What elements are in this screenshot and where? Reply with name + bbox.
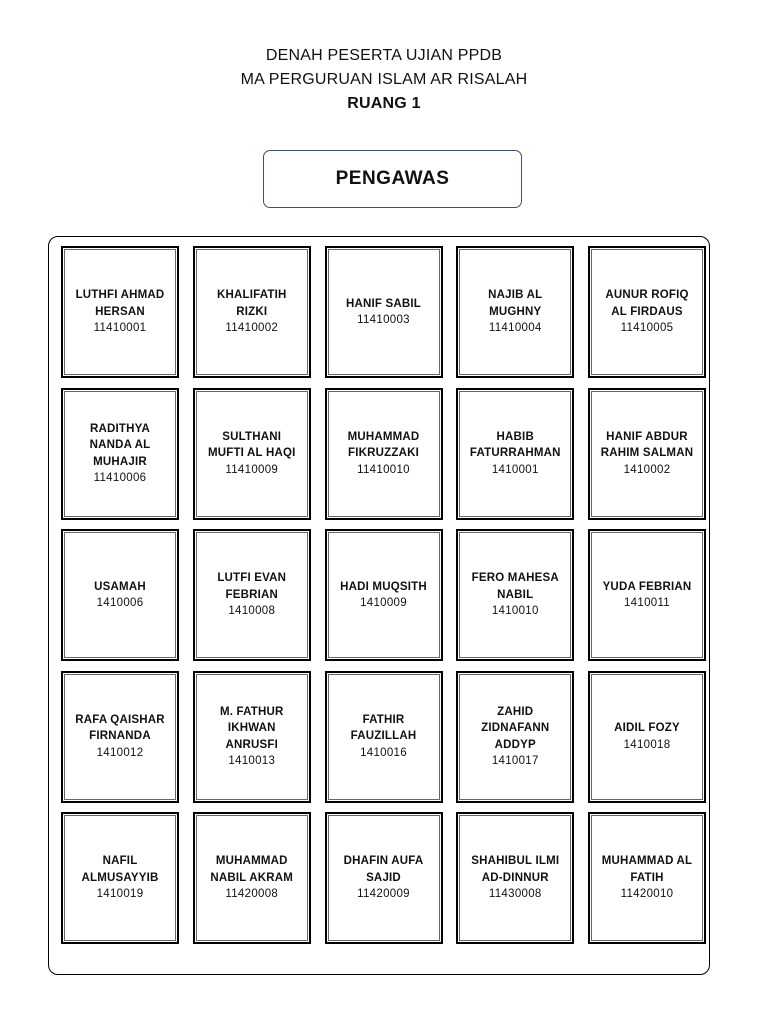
seat-name: HANIF SABIL (345, 297, 422, 310)
seat-card (61, 671, 179, 803)
seat-card (588, 246, 706, 378)
seat-card (588, 812, 706, 944)
seat-card (193, 529, 311, 661)
seat-id: 1410006 (96, 597, 144, 609)
seat-name: SULTHANI MUFTI AL HAQI (207, 430, 296, 460)
seat-name: M. FATHUR IKHWAN ANRUSFI (219, 705, 284, 751)
seat-id: 11420010 (620, 888, 674, 901)
seat-name: NAJIB AL MUGHNY (488, 289, 543, 318)
seat-name: NAFIL ALMUSAYYIB (81, 855, 159, 884)
seat-name: HANIF ABDUR RAHIM SALMAN (600, 430, 694, 460)
seat-id: 11410004 (488, 322, 542, 335)
seat-name: HABIB FATURRAHMAN (469, 430, 561, 460)
supervisor-box (263, 150, 522, 208)
seat-name: ZAHID ZIDNAFANN ADDYP (481, 705, 550, 751)
seat-card (61, 812, 179, 944)
seat-card (61, 388, 179, 520)
seat-card (61, 246, 179, 378)
seat-card (588, 529, 706, 661)
seat-id: 1410008 (228, 605, 276, 618)
seat-name: AIDIL FOZY (614, 722, 680, 734)
seat-name: DHAFIN AUFA SAJID (343, 855, 424, 884)
seat-card (456, 246, 574, 378)
seat-id: 1410018 (623, 738, 671, 751)
seat-card (193, 812, 311, 944)
room-title: RUANG 1 (347, 95, 421, 112)
seat-name: USAMAH (94, 580, 146, 593)
seat-id: 11410010 (357, 463, 410, 476)
seat-name: FATHIR FAUZILLAH (350, 713, 417, 743)
seat-id: 1410011 (623, 597, 671, 609)
seat-card (325, 529, 443, 661)
seat-card (325, 812, 443, 944)
seat-name: RAFA QAISHAR FIRNANDA (75, 713, 165, 743)
seat-id: 1410002 (623, 463, 671, 476)
seat-card (456, 812, 574, 944)
seat-id: 1410012 (96, 746, 144, 759)
seat-name: LUTHFI AHMAD HERSAN (75, 289, 165, 318)
seat-card (456, 529, 574, 661)
seat-name: SHAHIBUL ILMI AD-DINNUR (471, 855, 560, 884)
seat-name: LUTFI EVAN FEBRIAN (217, 572, 287, 601)
seat-id: 1410010 (491, 605, 539, 618)
seat-id: 11410001 (93, 322, 147, 335)
seat-id: 11430008 (488, 888, 542, 901)
seat-name: KHALIFATIH RIZKI (216, 289, 287, 318)
seat-id: 1410013 (228, 755, 276, 767)
seat-name: HADI MUQSITH (340, 580, 427, 593)
seat-id: 11410009 (225, 463, 279, 476)
document-header (0, 44, 768, 116)
supervisor-label: PENGAWAS (335, 168, 450, 189)
seat-id: 11410006 (93, 472, 147, 484)
seat-card (325, 246, 443, 378)
seat-card (588, 388, 706, 520)
seat-name: YUDA FEBRIAN (602, 580, 692, 593)
seat-card (588, 671, 706, 803)
seat-card (61, 529, 179, 661)
seat-id: 1410017 (491, 755, 539, 767)
seat-card (456, 671, 574, 803)
seat-id: 11410003 (357, 314, 410, 326)
seat-id: 11420008 (225, 888, 279, 901)
seat-name: MUHAMMAD FIKRUZZAKI (347, 430, 420, 460)
seat-card (193, 246, 311, 378)
seat-name: RADITHYA NANDA AL MUHAJIR (89, 422, 151, 468)
seat-name: MUHAMMAD AL FATIH (601, 855, 693, 884)
seat-card (325, 388, 443, 520)
seat-name: AUNUR ROFIQ AL FIRDAUS (605, 289, 689, 318)
header-line-1: DENAH PESERTA UJIAN PPDB (265, 47, 503, 64)
seat-id: 11410005 (620, 322, 674, 335)
seat-name: MUHAMMAD NABIL AKRAM (210, 855, 294, 884)
seat-id: 1410016 (360, 746, 407, 759)
seat-id: 1410019 (96, 888, 144, 901)
seat-card (456, 388, 574, 520)
header-line-2: MA PERGURUAN ISLAM AR RISALAH (240, 71, 528, 88)
seat-id: 11420009 (357, 888, 410, 901)
seat-id: 1410001 (491, 463, 539, 476)
seat-id: 11410002 (225, 322, 279, 335)
seat-id: 1410009 (360, 597, 407, 609)
seat-card (193, 671, 311, 803)
seat-grid (61, 246, 706, 944)
seat-card (325, 671, 443, 803)
seat-name: FERO MAHESA NABIL (471, 572, 559, 601)
seat-card (193, 388, 311, 520)
